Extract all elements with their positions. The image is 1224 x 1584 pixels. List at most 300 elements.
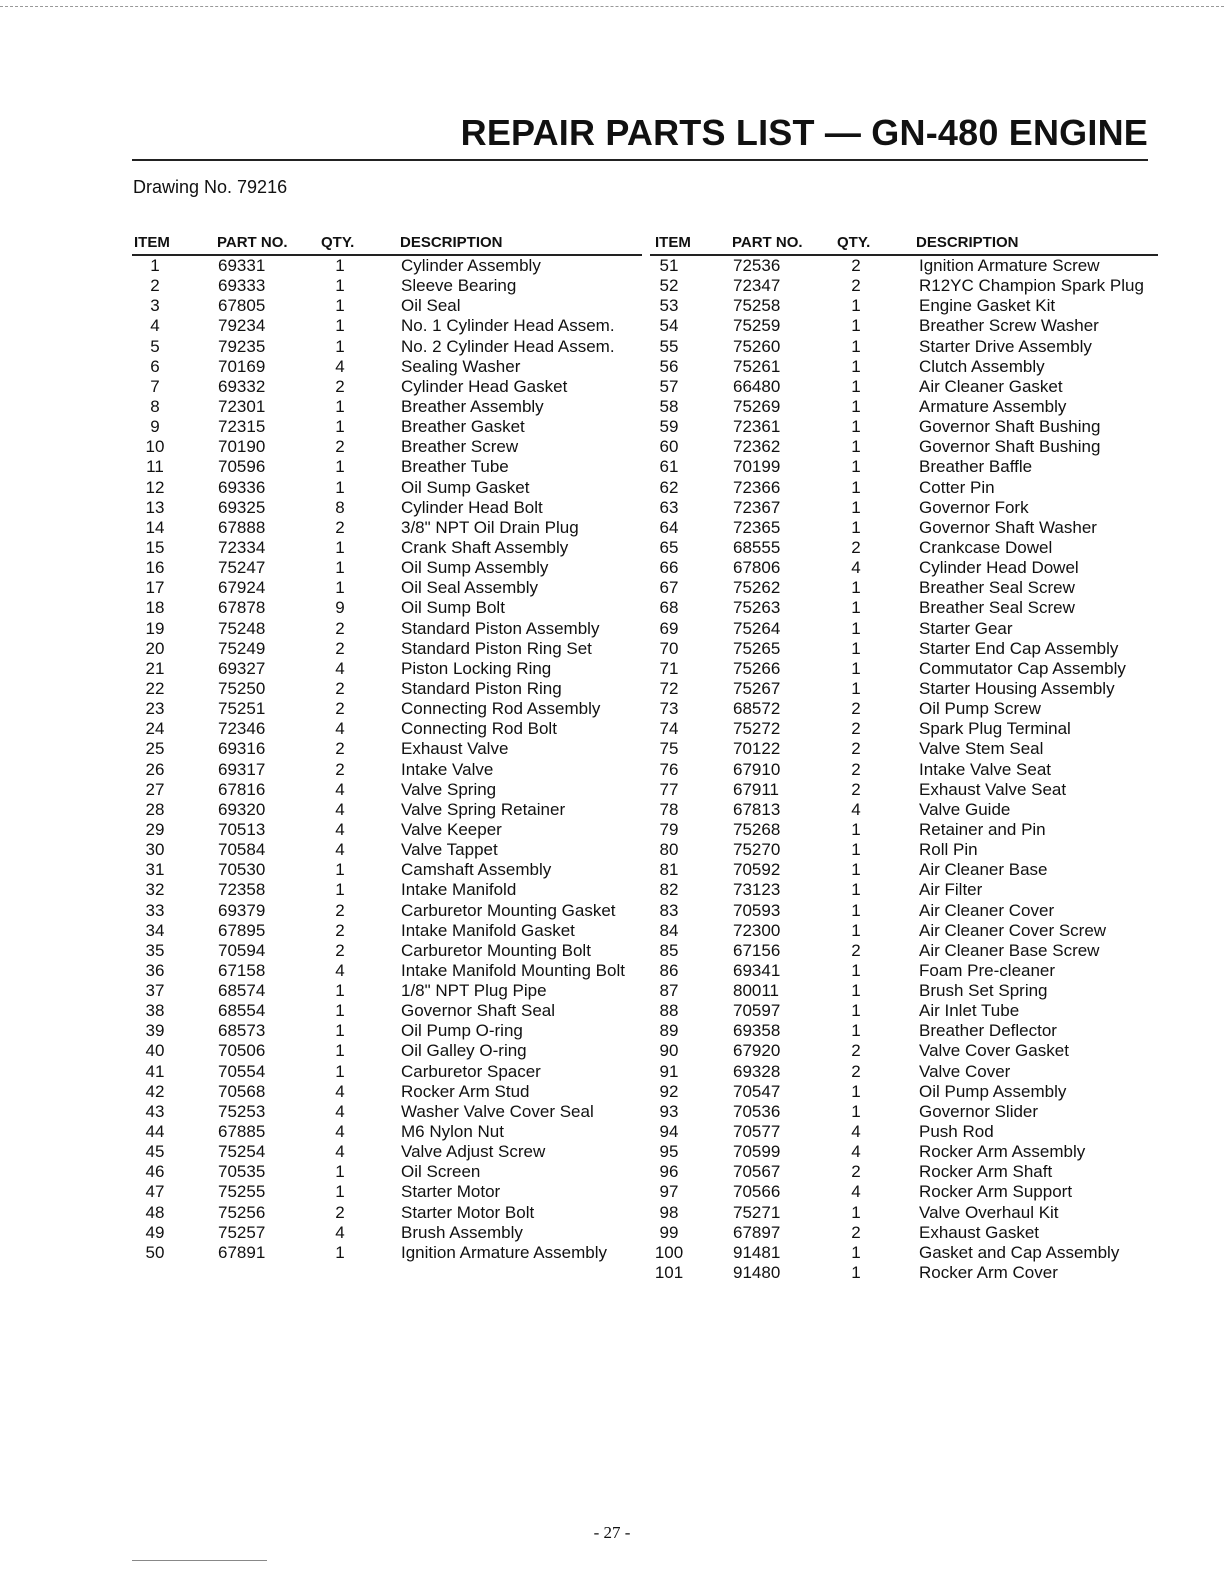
cell-desc: Carburetor Mounting Gasket [401,900,616,920]
cell-desc: Commutator Cap Assembly [919,658,1126,678]
cell-desc: Intake Manifold Gasket [401,920,575,940]
cell-qty: 2 [851,940,861,960]
cell-item: 18 [145,598,165,618]
cell-qty: 1 [335,880,345,900]
table-row [650,256,1158,276]
cell-qty: 1 [851,1263,861,1283]
cell-qty: 2 [335,900,345,920]
cell-item: 49 [145,1222,165,1242]
table-row [650,518,1158,538]
cell-part: 75260 [733,336,781,356]
cell-qty: 4 [335,356,345,376]
cell-part: 75254 [218,1142,266,1162]
table-row [132,1203,642,1223]
cell-qty: 4 [851,558,861,578]
cell-desc: Air Cleaner Cover [919,900,1055,920]
cell-qty: 4 [335,1101,345,1121]
cell-desc: Intake Valve [401,759,494,779]
cell-part: 79234 [218,316,266,336]
cell-part: 70535 [218,1162,266,1182]
header-item: ITEM [655,234,691,251]
cell-desc: Oil Pump O-ring [401,1021,523,1041]
cell-qty: 1 [851,1021,861,1041]
cell-qty: 2 [335,739,345,759]
cell-qty: 1 [851,598,861,618]
table-row [650,558,1158,578]
cell-item: 88 [659,1001,679,1021]
cell-desc: Air Filter [919,880,983,900]
cell-desc: Exhaust Gasket [919,1222,1040,1242]
cell-item: 14 [145,517,165,537]
cell-qty: 1 [335,336,345,356]
cell-desc: Governor Shaft Seal [401,1001,556,1021]
cell-part: 72300 [733,920,781,940]
table-row [132,719,642,739]
cell-item: 95 [659,1142,679,1162]
cell-part: 70568 [218,1081,266,1101]
cell-desc: Oil Galley O-ring [401,1041,527,1061]
cell-part: 75259 [733,316,781,336]
table-row [132,498,642,518]
table-row [650,1203,1158,1223]
table-row [650,840,1158,860]
table-row [132,457,642,477]
cell-desc: Breather Assembly [401,396,544,416]
table-row [132,357,642,377]
cell-qty: 1 [335,1001,345,1021]
cell-part: 75266 [733,658,781,678]
cell-part: 67888 [218,517,266,537]
cell-part: 75267 [733,678,781,698]
table-row [132,578,642,598]
cell-qty: 2 [335,517,345,537]
cell-item: 63 [659,497,679,517]
cell-part: 67156 [733,940,781,960]
cell-item: 34 [145,920,165,940]
cell-qty: 2 [851,759,861,779]
cell-qty: 2 [335,376,345,396]
table-row [650,276,1158,296]
cell-qty: 1 [335,1242,345,1262]
table-row [132,880,642,900]
cell-item: 46 [145,1162,165,1182]
cell-qty: 2 [335,437,345,457]
table-row [132,619,642,639]
table-row [132,699,642,719]
cell-part: 75263 [733,598,781,618]
cell-item: 24 [145,719,165,739]
cell-desc: Exhaust Valve Seat [919,779,1067,799]
table-row [132,1041,642,1061]
cell-part: 69328 [733,1061,781,1081]
cell-qty: 1 [851,920,861,940]
cell-part: 72361 [733,417,781,437]
cell-item: 75 [659,739,679,759]
cell-qty: 1 [851,880,861,900]
cell-desc: Standard Piston Assembly [401,618,600,638]
cell-desc: Oil Pump Assembly [919,1081,1067,1101]
cell-item: 36 [145,960,165,980]
cell-desc: Governor Slider [919,1101,1039,1121]
cell-part: 70506 [218,1041,266,1061]
cell-qty: 8 [335,497,345,517]
cell-qty: 4 [335,658,345,678]
cell-item: 72 [659,678,679,698]
cell-desc: Breather Gasket [401,417,525,437]
cell-part: 72362 [733,437,781,457]
table-row [132,820,642,840]
table-row [650,296,1158,316]
cell-item: 86 [659,960,679,980]
cell-part: 72315 [218,417,266,437]
cell-item: 77 [659,779,679,799]
cell-part: 69341 [733,960,781,980]
cell-item: 80 [659,840,679,860]
table-row [132,316,642,336]
cell-qty: 4 [335,1081,345,1101]
cell-part: 70566 [733,1182,781,1202]
table-row [132,337,642,357]
cell-part: 72536 [733,256,781,275]
cell-item: 17 [145,578,165,598]
cell-item: 41 [145,1061,165,1081]
cell-desc: Ignition Armature Screw [919,256,1100,275]
cell-item: 98 [659,1202,679,1222]
cell-desc: Air Cleaner Cover Screw [919,920,1107,940]
cell-item: 10 [145,437,165,457]
cell-desc: Valve Overhaul Kit [919,1202,1059,1222]
cell-part: 70122 [733,739,781,759]
cell-part: 73123 [733,880,781,900]
cell-qty: 2 [851,699,861,719]
cell-part: 72366 [733,477,781,497]
table-row [132,860,642,880]
cell-qty: 1 [335,316,345,336]
cell-desc: Valve Spring [401,779,497,799]
cell-item: 52 [659,276,679,296]
table-row [650,679,1158,699]
cell-qty: 4 [335,1122,345,1142]
cell-qty: 4 [335,840,345,860]
table-row [650,1021,1158,1041]
table-row [650,1102,1158,1122]
table-row [132,1243,642,1263]
table-row [650,357,1158,377]
header-description: DESCRIPTION [916,234,1019,251]
table-row [650,417,1158,437]
cell-part: 69336 [218,477,266,497]
table-row [650,1263,1158,1283]
cell-qty: 1 [851,376,861,396]
cell-qty: 1 [851,658,861,678]
cell-desc: Intake Manifold [401,880,517,900]
cell-qty: 2 [851,276,861,296]
cell-part: 69331 [218,256,266,275]
cell-item: 8 [150,396,160,416]
cell-desc: Foam Pre-cleaner [919,960,1056,980]
cell-desc: Starter Drive Assembly [919,336,1092,356]
cell-item: 73 [659,699,679,719]
cell-item: 87 [659,981,679,1001]
cell-part: 68572 [733,699,781,719]
table-row [132,417,642,437]
cell-item: 4 [150,316,160,336]
cell-item: 78 [659,799,679,819]
cell-part: 75253 [218,1101,266,1121]
cell-part: 70597 [733,1001,781,1021]
cell-item: 62 [659,477,679,497]
cell-desc: Cylinder Head Gasket [401,376,568,396]
cell-item: 13 [145,497,165,517]
cell-qty: 2 [335,759,345,779]
cell-qty: 2 [851,1222,861,1242]
cell-part: 67895 [218,920,266,940]
cell-qty: 1 [335,1021,345,1041]
table-row [132,256,642,276]
cell-desc: Valve Cover Gasket [919,1041,1069,1061]
table-row [132,981,642,1001]
cell-part: 75261 [733,356,781,376]
cell-item: 56 [659,356,679,376]
bottom-rule [132,1560,267,1561]
cell-item: 11 [146,457,164,477]
cell-item: 58 [659,396,679,416]
header-part-no: PART NO. [732,234,803,251]
cell-qty: 2 [851,739,861,759]
cell-item: 15 [145,537,165,557]
cell-qty: 1 [335,558,345,578]
table-row [650,719,1158,739]
cell-item: 28 [145,799,165,819]
cell-part: 75269 [733,396,781,416]
table-row [132,1223,642,1243]
table-row [132,437,642,457]
cell-desc: Carburetor Mounting Bolt [401,940,591,960]
cell-qty: 2 [335,618,345,638]
cell-part: 75271 [733,1202,781,1222]
cell-desc: Oil Sump Assembly [401,558,549,578]
cell-item: 37 [145,981,165,1001]
cell-qty: 1 [851,678,861,698]
cell-part: 70596 [218,457,266,477]
cell-desc: Valve Cover [919,1061,1011,1081]
cell-item: 16 [145,558,165,578]
cell-item: 53 [659,296,679,316]
cell-item: 71 [659,658,679,678]
table-row [650,498,1158,518]
cell-desc: Valve Adjust Screw [401,1142,546,1162]
table-row [650,1082,1158,1102]
cell-item: 1 [150,256,160,275]
cell-part: 67816 [218,779,266,799]
cell-item: 7 [150,376,160,396]
cell-item: 74 [659,719,679,739]
table-row [132,1102,642,1122]
cell-item: 32 [145,880,165,900]
cell-part: 75256 [218,1202,266,1222]
table-row [650,1041,1158,1061]
cell-part: 75251 [218,699,266,719]
cell-desc: Valve Tappet [401,840,498,860]
cell-qty: 1 [851,497,861,517]
cell-desc: Engine Gasket Kit [919,296,1056,316]
table-row [650,1122,1158,1142]
table-row [132,1182,642,1202]
cell-item: 19 [145,618,165,638]
cell-part: 75257 [218,1222,266,1242]
cell-item: 33 [145,900,165,920]
table-row [132,276,642,296]
cell-qty: 4 [851,799,861,819]
cell-part: 67878 [218,598,266,618]
cell-qty: 1 [851,336,861,356]
table-header [650,234,1158,256]
cell-qty: 1 [851,1081,861,1101]
cell-part: 91481 [733,1242,781,1262]
cell-item: 85 [659,940,679,960]
table-row [650,457,1158,477]
cell-qty: 1 [335,457,345,477]
cell-part: 75247 [218,558,266,578]
cell-item: 55 [659,336,679,356]
cell-item: 47 [145,1182,165,1202]
cell-qty: 1 [851,618,861,638]
cell-desc: Washer Valve Cover Seal [401,1101,594,1121]
cell-part: 70567 [733,1162,781,1182]
cell-part: 67924 [218,578,266,598]
cell-qty: 2 [335,638,345,658]
cell-qty: 1 [851,1101,861,1121]
cell-item: 40 [145,1041,165,1061]
cell-item: 38 [145,1001,165,1021]
cell-item: 50 [145,1242,165,1262]
cell-part: 75265 [733,638,781,658]
parts-table-right [650,234,1158,1283]
cell-desc: Governor Shaft Bushing [919,417,1101,437]
table-row [132,961,642,981]
cell-qty: 1 [335,537,345,557]
table-body [132,256,642,1263]
cell-desc: 3/8" NPT Oil Drain Plug [401,517,579,537]
cell-item: 39 [145,1021,165,1041]
cell-qty: 4 [851,1122,861,1142]
cell-part: 70594 [218,940,266,960]
page-number: - 27 - [593,1523,631,1542]
cell-part: 75250 [218,678,266,698]
cell-part: 70577 [733,1122,781,1142]
cell-desc: M6 Nylon Nut [401,1122,504,1142]
cell-part: 75264 [733,618,781,638]
cell-part: 70593 [733,900,781,920]
cell-part: 67805 [218,296,266,316]
cell-item: 101 [654,1263,684,1283]
cell-desc: Brush Assembly [401,1222,523,1242]
cell-item: 35 [145,940,165,960]
cell-qty: 4 [851,1182,861,1202]
cell-desc: Oil Seal Assembly [401,578,538,598]
cell-desc: Roll Pin [919,840,978,860]
cell-item: 6 [150,356,160,376]
cell-qty: 1 [851,1202,861,1222]
cell-item: 92 [659,1081,679,1101]
cell-desc: Air Cleaner Gasket [919,376,1063,396]
cell-part: 75249 [218,638,266,658]
cell-part: 70169 [218,356,266,376]
cell-desc: Rocker Arm Stud [401,1081,530,1101]
table-row [132,840,642,860]
cell-desc: 1/8" NPT Plug Pipe [401,981,547,1001]
cell-item: 45 [145,1142,165,1162]
cell-item: 27 [145,779,165,799]
cell-part: 72346 [218,719,266,739]
cell-item: 91 [659,1061,679,1081]
table-row [650,921,1158,941]
cell-desc: No. 2 Cylinder Head Assem. [401,336,615,356]
cell-qty: 2 [335,940,345,960]
cell-desc: Air Inlet Tube [919,1001,1020,1021]
table-row [650,397,1158,417]
table-row [650,337,1158,357]
cell-item: 26 [145,759,165,779]
cell-part: 72365 [733,517,781,537]
cell-qty: 1 [851,1242,861,1262]
cell-part: 75262 [733,578,781,598]
cell-desc: Breather Baffle [919,457,1033,477]
cell-qty: 1 [851,396,861,416]
cell-qty: 2 [335,699,345,719]
cell-item: 69 [659,618,679,638]
table-row [132,377,642,397]
table-row [650,538,1158,558]
cell-qty: 9 [335,598,345,618]
cell-part: 70530 [218,860,266,880]
table-row [132,780,642,800]
cell-qty: 2 [851,256,861,275]
cell-desc: Connecting Rod Bolt [401,719,557,739]
cell-item: 51 [659,256,679,275]
table-row [650,800,1158,820]
cell-desc: Piston Locking Ring [401,658,552,678]
cell-item: 44 [145,1122,165,1142]
cell-part: 72358 [218,880,266,900]
table-row [650,659,1158,679]
table-row [650,377,1158,397]
cell-qty: 2 [851,1041,861,1061]
table-row [132,518,642,538]
cell-part: 67158 [218,960,266,980]
cell-desc: Standard Piston Ring Set [401,638,592,658]
cell-part: 72301 [218,396,266,416]
cell-desc: Armature Assembly [919,396,1067,416]
cell-part: 79235 [218,336,266,356]
table-row [132,941,642,961]
cell-qty: 1 [335,1061,345,1081]
cell-part: 70554 [218,1061,266,1081]
cell-qty: 1 [851,417,861,437]
table-row [132,901,642,921]
cell-qty: 4 [335,960,345,980]
cell-part: 70190 [218,437,266,457]
cell-part: 68573 [218,1021,266,1041]
cell-part: 75255 [218,1182,266,1202]
drawing-number: Drawing No. 79216 [133,177,288,197]
cell-item: 22 [145,678,165,698]
cell-desc: Push Rod [919,1122,994,1142]
cell-qty: 2 [335,920,345,940]
cell-item: 82 [659,880,679,900]
cell-part: 70592 [733,860,781,880]
table-row [650,981,1158,1001]
